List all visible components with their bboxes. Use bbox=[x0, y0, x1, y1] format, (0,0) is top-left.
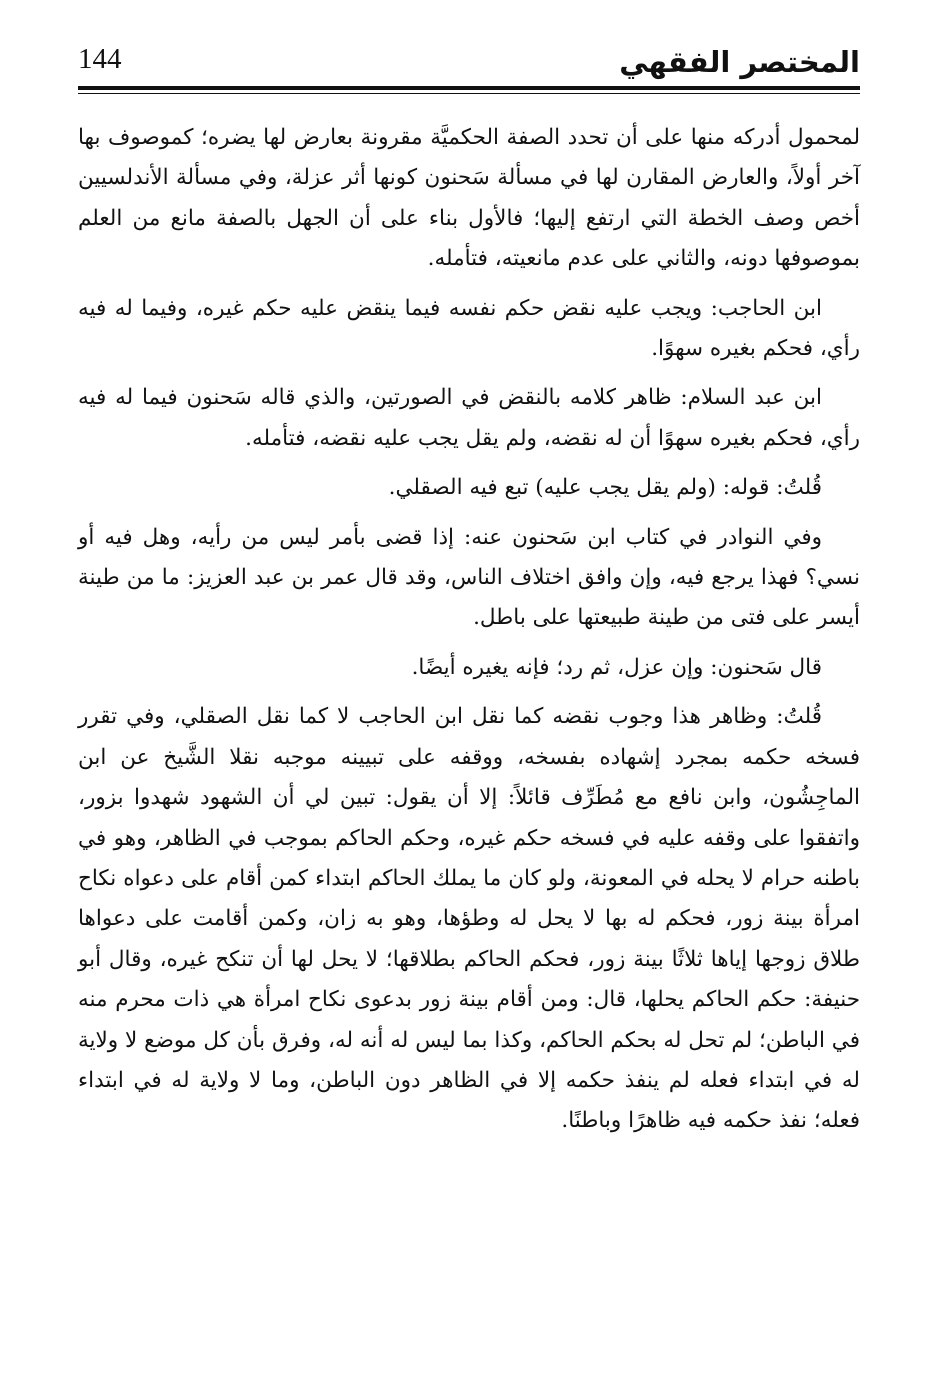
paragraph-sahnun: قال سَحنون: وإن عزل، ثم رد؛ فإنه يغيره أيضًا. bbox=[411, 654, 822, 680]
paragraph-qultu-2: قُلتُ: وظاهر هذا وجوب نقضه كما نقل ابن الحاجب لا كما نقل الصقلي، وفي تقرر فسخه حكمه بمجرد إشهاده بفسخه، ووقفه على تبيينه موجبه نقلا الشَّيخ عن ابن الماجِشُون، وابن نافع مع مُطَرِّف قائلاً: إلا أن يقول: تبين لي أن الشهود شهدوا بزور، واتفقوا على وقفه عليه في فسخه حكم غيره، وحكم الحاكم بموجب في الظاهر، وهو في باطنه حرام لا يحله في المعونة، ولو كان ما يملك الحاكم ابتداء كمن أقام على دعواه نكاح امرأة بينة زور، فحكم له بها لا يحل له وطؤها، وهو به زان، وكمن أقامت على دعواها طلاق زوجها إياها ثلاثًا بينة زور، فحكم الحاكم بطلاقها؛ لا يحل لها أن تنكح غيره، وقال أبو حنيفة: حكم الحاكم يحلها، قال: ومن أقام بينة زور بدعوى نكاح امرأة هي ذات محرم منه في الباطن؛ لم تحل له بحكم الحاكم، وكذا بما ليس له أنه له، وفرق بأن كل موضع لا ولاية له في ابتداء فعله لم ينفذ حكمه إلا في الظاهر دون الباطن، وما لا ولاية له في ابتداء فعله؛ نفذ حكمه فيه ظاهرًا وباطنًا. bbox=[78, 704, 860, 1134]
page-number: 144 bbox=[78, 43, 122, 75]
header-rule-thick bbox=[78, 86, 860, 90]
paragraph-nawadir: وفي النوادر في كتاب ابن سَحنون عنه: إذا قضى بأمر ليس من رأيه، وهل فيه أو نسي؟ فهذا يرجع فيه، وإن وافق اختلاف الناس، وقد قال عمر بن عبد العزيز: ما من طينة أيسر على فتى من طينة طبيعتها على باطل. bbox=[78, 524, 860, 631]
page-header bbox=[78, 36, 860, 88]
body-text bbox=[78, 118, 860, 1151]
paragraph-qultu-1: قُلتُ: قوله: (ولم يقل يجب عليه) تبع فيه الصقلي. bbox=[388, 475, 822, 501]
paragraph-continuation: لمحمول أدركه منها على أن تحدد الصفة الحكميَّة مقرونة بعارض لها يضره؛ كموصوف بها آخر أولاً، والعارض المقارن لها في مسألة سَحنون كونها أثر عزلة، وفي مسألة الأندلسيين أخص وصف الخطة التي ارتفع إليها؛ فالأول بناء على أن الجهل بالصفة مانع من العلم بموصوفها دونه، والثاني على عدم مانعيته، فتأمله. bbox=[78, 125, 860, 272]
paragraph-ibn-abd-al-salam: ابن عبد السلام: ظاهر كلامه بالنقض في الصورتين، والذي قاله سَحنون فيما له فيه رأي، فحكم بغيره سهوًا أن له نقضه، ولم يقل يجب عليه نقضه، فتأمله. bbox=[78, 385, 860, 451]
header-rule-thin bbox=[78, 93, 860, 94]
running-title: المختصر الفقهي bbox=[619, 45, 860, 79]
paragraph-ibn-al-hajib: ابن الحاجب: ويجب عليه نقض حكم نفسه فيما ينقض عليه حكم غيره، وفيما له فيه رأي، فحكم بغيره سهوًا. bbox=[78, 295, 860, 362]
